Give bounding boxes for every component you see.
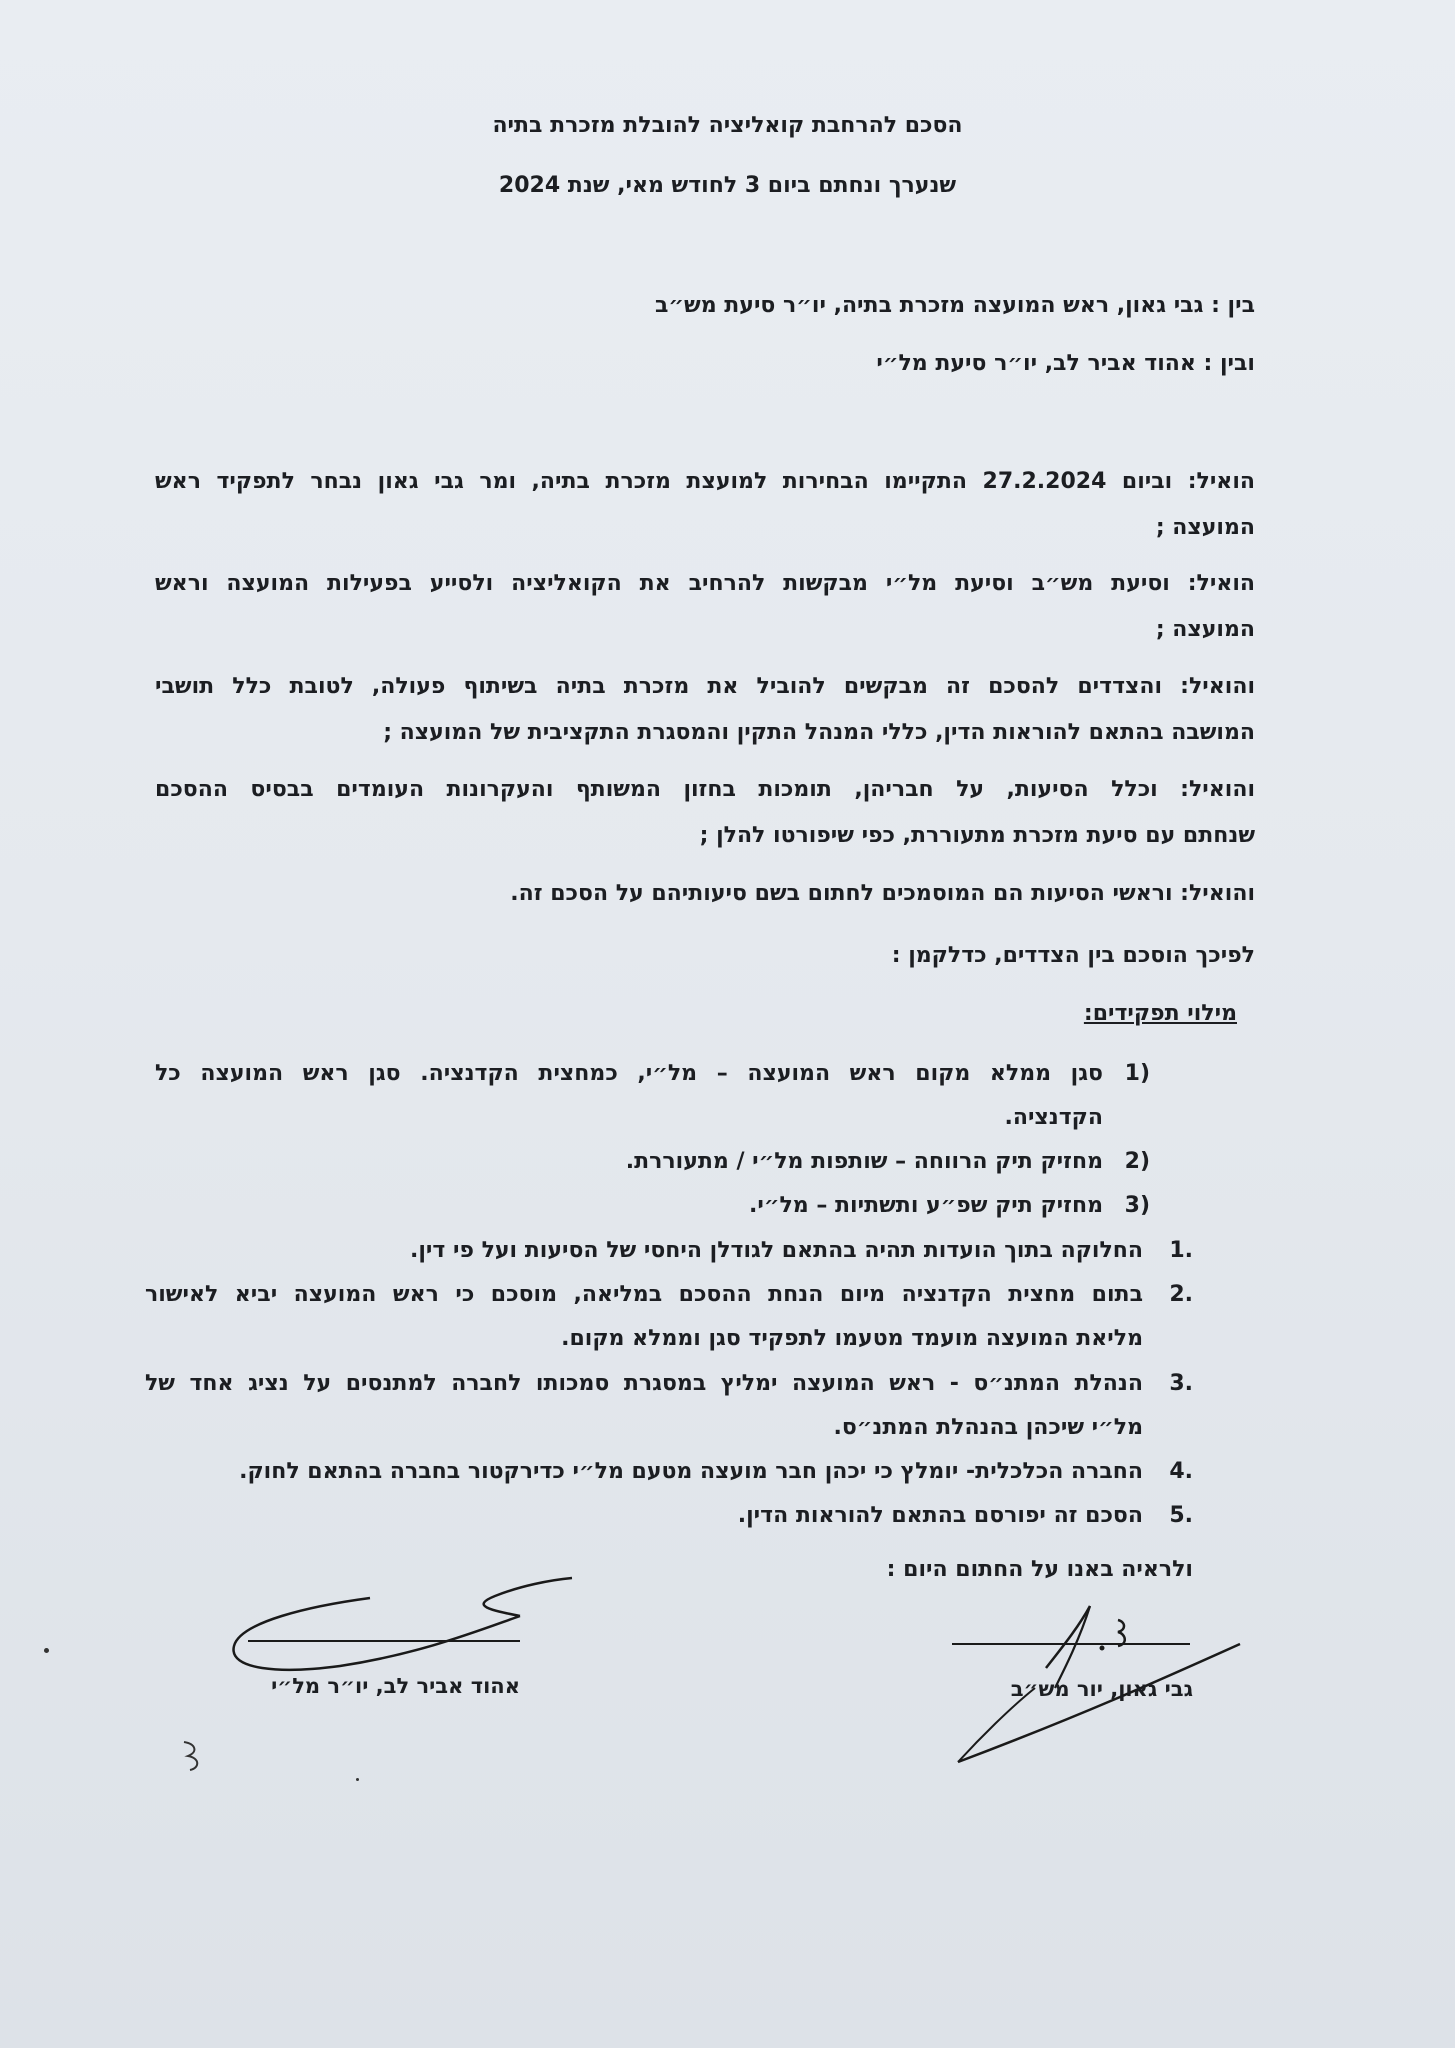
roles-heading: מילוי תפקידים: <box>1083 1001 1237 1026</box>
clause-4-number: .4 <box>1169 1459 1193 1484</box>
whereas-1-line2: המועצה ; <box>1155 515 1255 540</box>
role-2-line1: מחזיק תיק הרווחה – שותפות מל״י / מתעוררת. <box>625 1149 1103 1174</box>
therefore-line: לפיכך הוסכם בין הצדדים, כדלקמן : <box>891 943 1255 968</box>
witness-line: ולראיה באנו על החתום היום : <box>886 1557 1193 1582</box>
whereas-4-line2: שנחתם עם סיעת מזכרת מתעוררת, כפי שיפורטו להלן ; <box>699 823 1255 848</box>
scan-speck-1 <box>44 1648 49 1653</box>
whereas-5-line1: והואיל: וראשי הסיעות הם המוסמכים לחתום בשם סיעותיהם על הסכם זה. <box>510 881 1255 906</box>
clause-3-line2: מל״י שיכהן בהנהלת המתנ״ס. <box>833 1415 1143 1440</box>
whereas-3-line1: והואיל: והצדדים להסכם זה מבקשים להוביל את מזכרת בתיה בשיתוף פעולה, לטובת כלל תושבי <box>155 674 1255 699</box>
clause-3-number: .3 <box>1169 1371 1193 1396</box>
role-3-line1: מחזיק תיק שפ״ע ותשתיות – מל״י. <box>749 1193 1103 1218</box>
role-3-number: (3 <box>1124 1193 1150 1218</box>
clause-5-line1: הסכם זה יפורסם בהתאם להוראות הדין. <box>737 1503 1143 1528</box>
signature-left-label: אהוד אביר לב, יו״ר מל״י <box>271 1674 520 1698</box>
whereas-1-line1: הואיל: וביום 27.2.2024 התקיימו הבחירות למועצת מזכרת בתיה, ומר גבי גאון נבחר לתפקיד ראש <box>155 469 1255 494</box>
signature-right-stroke-3 <box>1118 1620 1125 1646</box>
clause-4-line1: החברה הכלכלית- יומלץ כי יכהן חבר מועצה מטעם מל״י כדירקטור בחברה בהתאם לחוק. <box>239 1459 1143 1484</box>
clause-3-line1: הנהלת המתנ״ס - ראש המועצה ימליץ במסגרת סמכותו לחברה למתנסים על נציג אחד של <box>145 1371 1143 1396</box>
signature-right-dot <box>1100 1646 1105 1651</box>
clause-1-line1: החלוקה בתוך הועדות תהיה בהתאם לגודלן היחסי של הסיעות ועל פי דין. <box>410 1238 1143 1263</box>
role-1-number: (1 <box>1124 1061 1150 1086</box>
document-subtitle: שנערך ונחתם ביום 3 לחודש מאי, שנת 2024 <box>498 173 957 198</box>
clause-2-line1: בתום מחצית הקדנציה מיום הנחת ההסכם במליאה, מוסכם כי ראש המועצה יביא לאישור <box>145 1282 1143 1307</box>
role-1-line1: סגן ממלא מקום ראש המועצה – מל״י, כמחצית הקדנציה. סגן ראש המועצה כל <box>155 1061 1103 1086</box>
role-1-line2: הקדנציה. <box>1004 1105 1103 1130</box>
document-title: הסכם להרחבת קואליציה להובלת מזכרת בתיה <box>492 113 963 138</box>
whereas-2-line2: המועצה ; <box>1155 617 1255 642</box>
clause-2-line2: מליאת המועצה מועמד מטעמו לתפקיד סגן וממלא מקום. <box>561 1326 1143 1351</box>
party-2: ובין : אהוד אביר לב, יו״ר סיעת מל״י <box>876 351 1255 376</box>
party-1: בין : גבי גאון, ראש המועצה מזכרת בתיה, יו״ר סיעת מש״ב <box>654 293 1255 318</box>
clause-1-number: .1 <box>1169 1238 1193 1263</box>
signature-right-label: גבי גאון, יור מש״ב <box>1010 1677 1193 1701</box>
signature-left-stroke-2 <box>484 1578 572 1616</box>
whereas-4-line1: והואיל: וכלל הסיעות, על חבריהן, תומכות בחזון המשותף והעקרונות העומדים בבסיס ההסכם <box>155 777 1255 802</box>
whereas-3-line2: המושבה בהתאם להוראות הדין, כללי המנהל התקין והמסגרת התקציבית של המועצה ; <box>383 720 1255 745</box>
signature-left-stroke-1 <box>234 1598 520 1670</box>
clause-2-number: .2 <box>1169 1282 1193 1307</box>
signature-left <box>220 1570 580 1680</box>
stray-ink-stroke <box>184 1742 197 1770</box>
role-2-number: (2 <box>1124 1149 1150 1174</box>
clause-5-number: .5 <box>1169 1503 1193 1528</box>
signature-right-stroke-4 <box>958 1644 1240 1762</box>
scan-speck-2 <box>356 1778 359 1781</box>
stray-ink-mark <box>178 1738 208 1774</box>
whereas-2-line1: הואיל: וסיעת מש״ב וסיעת מל״י מבקשות להרחיב את הקואליציה ולסייע בפעילות המועצה וראש <box>155 571 1255 596</box>
